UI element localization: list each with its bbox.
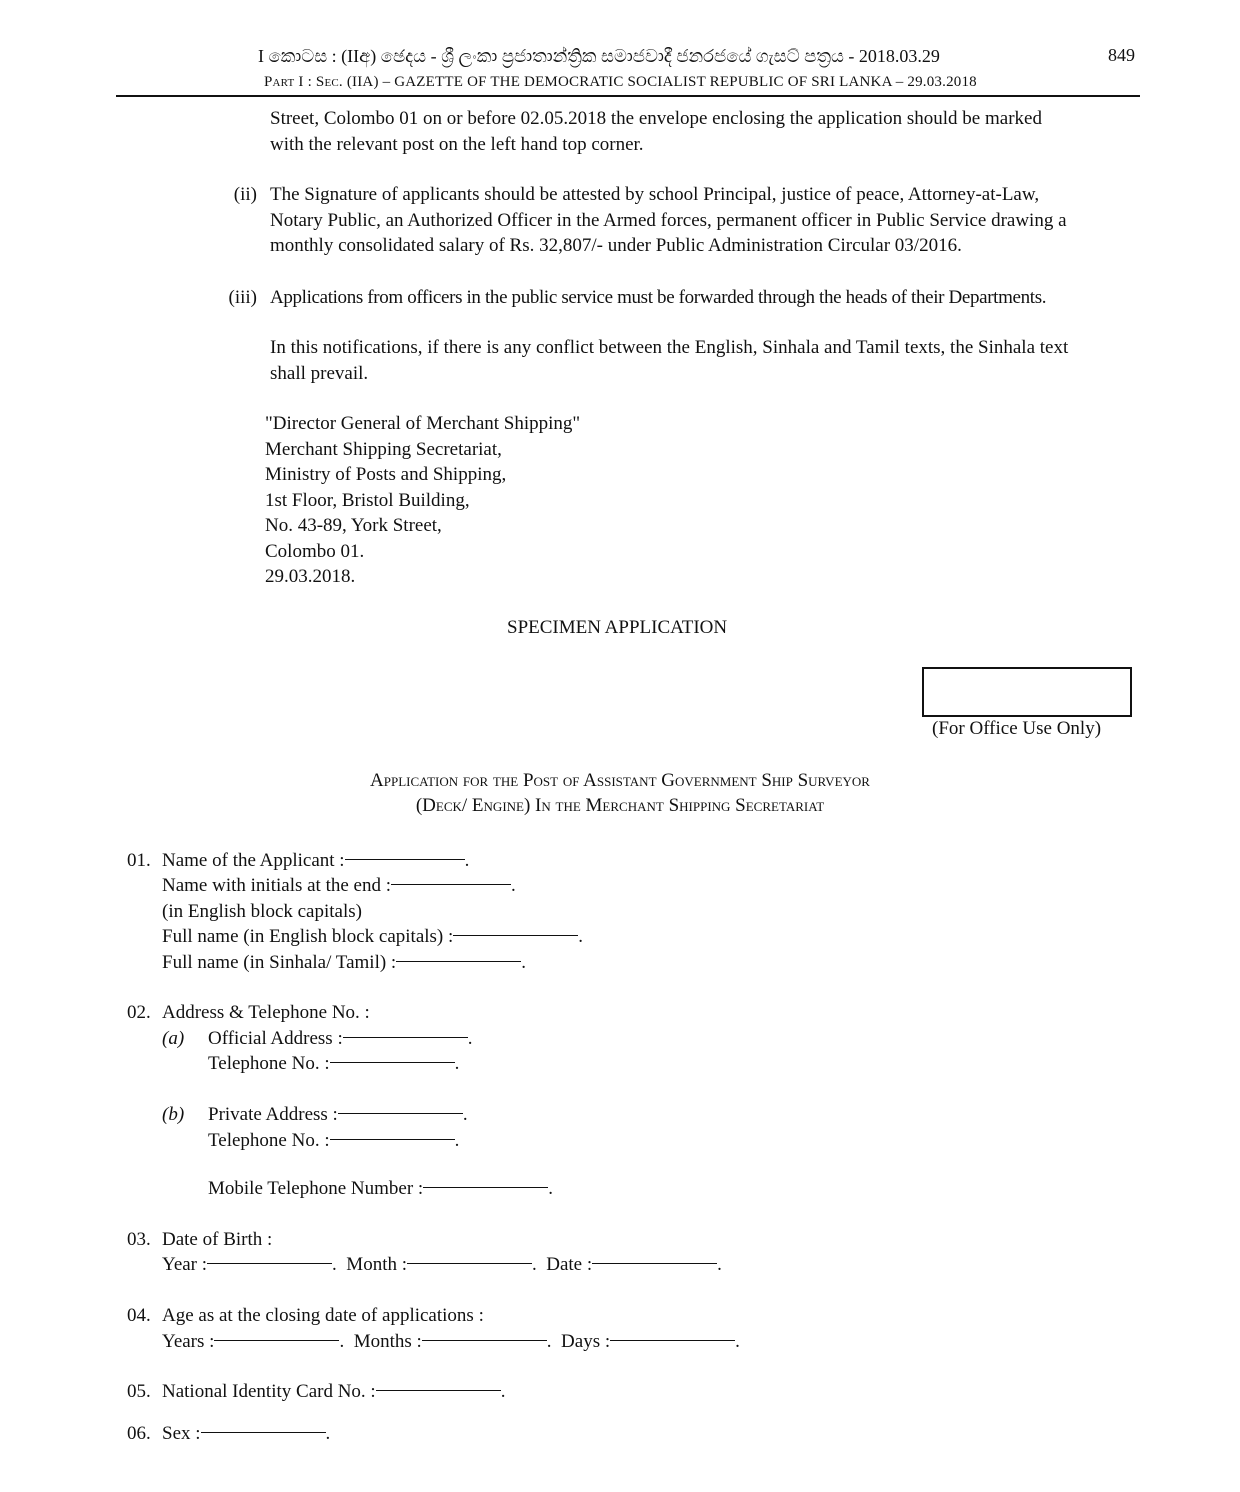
- date-of-birth-fields: Year : . Month : . Date : .: [162, 1254, 722, 1275]
- instruction-iii: [270, 285, 1140, 311]
- address-line: No. 43-89, York Street,: [265, 515, 442, 536]
- field-label: Date :: [546, 1254, 593, 1275]
- fill-in-line[interactable]: [330, 1139, 455, 1140]
- fill-in-line[interactable]: [214, 1340, 339, 1341]
- question-number: 01.: [127, 850, 151, 871]
- header-divider: [116, 95, 1140, 97]
- field-label: Full name (in Sinhala/ Tamil) :: [162, 952, 397, 973]
- instruction-line: with the relevant post on the left hand top corner.: [270, 133, 644, 155]
- instruction-ii-label: (ii): [233, 184, 257, 205]
- date-of-birth-label: Date of Birth :: [162, 1229, 273, 1250]
- office-use-label: (For Office Use Only): [932, 718, 1102, 739]
- name-initials-field: Name with initials at the end : .: [162, 875, 516, 896]
- field-label: Name with initials at the end :: [162, 875, 392, 896]
- sex-field: Sex : .: [162, 1423, 331, 1444]
- application-title-line1: Application for the Post of Assistant Government Ship Surveyor: [370, 770, 870, 791]
- question-number: 05.: [127, 1381, 151, 1402]
- header-part: Part I: [264, 74, 304, 90]
- question-number: 06.: [127, 1423, 151, 1444]
- field-label: Sex :: [162, 1423, 201, 1444]
- field-label: Days :: [561, 1331, 611, 1352]
- full-name-sinhala-field: Full name (in Sinhala/ Tamil) : .: [162, 952, 526, 973]
- instruction-line: Street, Colombo 01 on or before 02.05.2018 the envelope enclosing the application should be marked: [270, 108, 1042, 129]
- private-address-field: Private Address : .: [208, 1104, 468, 1125]
- field-label: National Identity Card No. :: [162, 1381, 376, 1402]
- application-title-line2: (Deck/ Engine) In the Merchant Shipping Secretariat: [415, 795, 825, 816]
- question-number: 02.: [127, 1002, 151, 1023]
- age-label: Age as at the closing date of applications :: [162, 1305, 484, 1326]
- fill-in-line[interactable]: [453, 935, 578, 936]
- fill-in-line[interactable]: [592, 1263, 717, 1264]
- private-telephone-field: Telephone No. : .: [208, 1130, 460, 1151]
- page-number: 849: [1108, 45, 1135, 65]
- field-label: Mobile Telephone Number :: [208, 1178, 424, 1199]
- official-address-field: Official Address : .: [208, 1028, 473, 1049]
- instruction-line: shall prevail.: [270, 362, 369, 384]
- fill-in-line[interactable]: [338, 1113, 463, 1114]
- address-line: Merchant Shipping Secretariat,: [265, 438, 502, 460]
- official-telephone-field: Telephone No. : .: [208, 1053, 460, 1074]
- specimen-heading: SPECIMEN APPLICATION: [507, 617, 728, 638]
- instruction-line: monthly consolidated salary of Rs. 32,807/- under Public Administration Circular 03/2016.: [270, 235, 962, 256]
- field-label: Telephone No. :: [208, 1053, 330, 1074]
- question-number: 03.: [127, 1229, 151, 1250]
- field-label: Years :: [162, 1331, 215, 1352]
- instruction-continuation: [270, 106, 1140, 157]
- fill-in-line[interactable]: [391, 884, 511, 885]
- block-capitals-note: (in English block capitals): [162, 901, 362, 922]
- field-label: Telephone No. :: [208, 1130, 330, 1151]
- field-label: Name of the Applicant :: [162, 850, 345, 871]
- address-line: "Director General of Merchant Shipping": [265, 413, 581, 434]
- address-telephone-label: Address & Telephone No. :: [162, 1002, 370, 1023]
- fill-in-line[interactable]: [201, 1432, 326, 1433]
- instruction-line: The Signature of applicants should be attested by school Principal, justice of peace, Attorney-at-Law,: [270, 184, 1040, 205]
- address-block: [265, 411, 580, 590]
- nic-field: National Identity Card No. : .: [162, 1381, 506, 1402]
- mobile-number-field: Mobile Telephone Number : .: [208, 1178, 553, 1199]
- header-sec: Sec.: [315, 74, 343, 90]
- field-label: Months :: [353, 1331, 422, 1352]
- fill-in-line[interactable]: [343, 1037, 468, 1038]
- field-label: Private Address :: [208, 1104, 338, 1125]
- applicant-name-field: Name of the Applicant : .: [162, 850, 470, 871]
- question-number: 04.: [127, 1305, 151, 1326]
- address-line: 1st Floor, Bristol Building,: [265, 489, 470, 511]
- fill-in-line[interactable]: [407, 1263, 532, 1264]
- field-label: Month :: [346, 1254, 407, 1275]
- language-conflict-note: [270, 335, 1140, 386]
- field-label: Full name (in English block capitals) :: [162, 926, 454, 947]
- fill-in-line[interactable]: [423, 1187, 548, 1188]
- instruction-iii-label: (iii): [228, 287, 257, 308]
- address-line: Ministry of Posts and Shipping,: [265, 464, 507, 485]
- instruction-line: In this notifications, if there is any conflict between the English, Sinhala and Tamil texts, the Sinhala text: [270, 337, 1069, 358]
- instruction-line: Applications from officers in the public service must be forwarded through the heads of their Departments.: [270, 287, 1047, 308]
- fill-in-line[interactable]: [376, 1390, 501, 1391]
- instruction-ii: [270, 182, 1140, 259]
- fill-in-line[interactable]: [345, 859, 465, 860]
- field-label: Year :: [162, 1254, 208, 1275]
- instruction-line: Notary Public, an Authorized Officer in the Armed forces, permanent officer in Public Service drawing a: [270, 209, 1067, 231]
- office-use-box: [922, 667, 1132, 717]
- fill-in-line[interactable]: [610, 1340, 735, 1341]
- address-line: 29.03.2018.: [265, 566, 356, 587]
- fill-in-line[interactable]: [396, 961, 521, 962]
- subitem-b-label: (b): [162, 1104, 185, 1125]
- subitem-a-label: (a): [162, 1028, 185, 1049]
- fill-in-line[interactable]: [422, 1340, 547, 1341]
- age-fields: Years : . Months : . Days : .: [162, 1331, 740, 1352]
- field-label: Official Address :: [208, 1028, 343, 1049]
- address-line: Colombo 01.: [265, 540, 365, 562]
- gazette-header-english: Part I : Sec. (IIA) – GAZETTE OF THE DEMOCRATIC SOCIALIST REPUBLIC OF SRI LANKA – 29.03.2018: [264, 74, 977, 90]
- header-english-rest: (IIA) – GAZETTE OF THE DEMOCRATIC SOCIALIST REPUBLIC OF SRI LANKA – 29.03.2018: [346, 74, 977, 90]
- fill-in-line[interactable]: [330, 1062, 455, 1063]
- gazette-header-sinhala: I කොටස : (IIඅ) ඡෙදය - ශ්‍රී ලංකා ප්‍රජාතාන්ත්‍රික සමාජවාදී ජනරජයේ ගැසට් පත්‍රය - 2018.03.29: [258, 46, 940, 66]
- fill-in-line[interactable]: [207, 1263, 332, 1264]
- full-name-english-field: Full name (in English block capitals) : .: [162, 926, 584, 947]
